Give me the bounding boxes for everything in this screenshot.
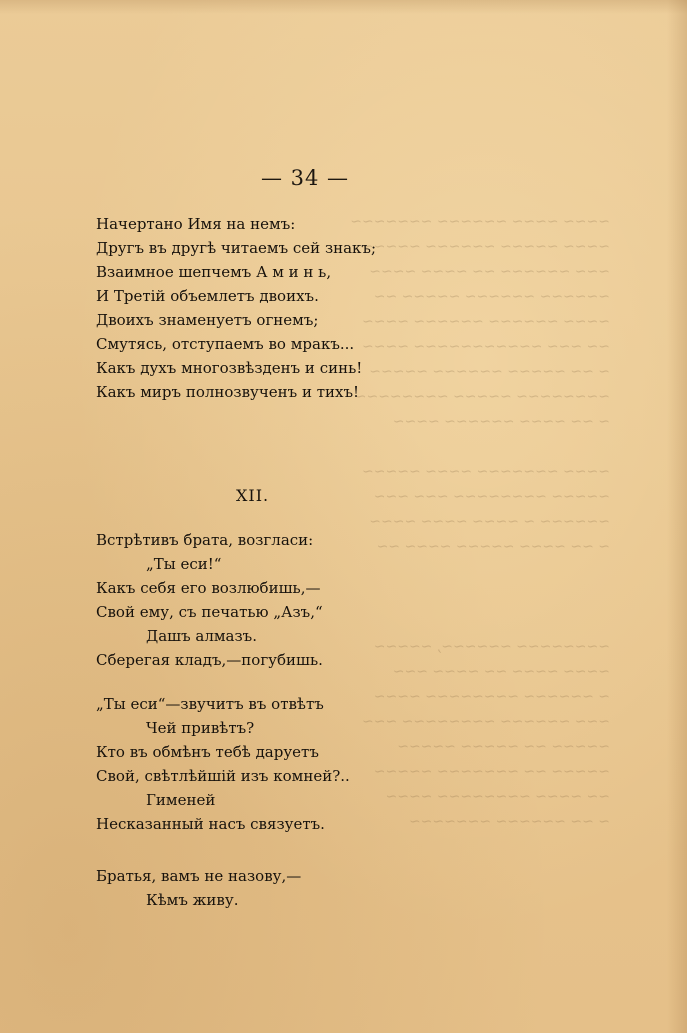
verse-line: Встрѣтивъ брата, возгласи: <box>96 531 314 549</box>
stanza-3 <box>96 692 396 836</box>
section-numeral: XII. <box>236 486 270 505</box>
verse-line: Какъ духъ многозвѣзденъ и синь! <box>96 359 363 377</box>
stanza-2 <box>96 528 396 672</box>
bleed-through-texture: ~~~~ ~~~~ ~~~~~~ ~~~~~~~ ~~~~ ~~~~~ ~~~~~~ ~~~~~ ~~~ ~~~~~~ ~~ ~~~~ ~~~~ ~~~~~~ ~~~~~~ ~~~~~ ~~ ~~~~ ~~~~~~ ~~~~~~ ~~~~ ~~ ~~~ ~~~~~~~~~~~ ~~~~ ~ ~~ ~~~~~ ~~~~~~ ~~~~~ ~~~~~~~~ ~~~~~ ~~~~~~~~ ~ ~~ ~~~~ ~~~~~~ ~~~~ ~~~~ ~~~~~~~ ~~~~ ~~~~~ ~~~~~ ~~~~~~~~ ~~~ ~~~ ~~~~~~ ~ ~~~~ ~~~~ ~~~~ ~ ~~ ~~~~ ~~~~~ ~~~~ ~~ ~~~~~~~~ ~~~~~~, ~~~~~ ~~~~ ~~~~ ~~ ~~~~ ~~~ ~ ~~~~~~ ~~~~~~~~ ~~~~ ~~~ ~~~~~~ ~~~~~~~~ ~~~ ~~~~~ ~~ ~~~~~ ~~~~~ ~~~~~ ~~ ~~~~~~~ ~~~~~ ~~ ~~~~ ~~~~~~~~ ~~~~ ~ ~~ ~~~~~~ ~~~~~~~ <box>350 214 610 830</box>
verse-line-indented: Гименей <box>146 791 216 809</box>
verse-line: Какъ себя его возлюбишь,— <box>96 579 321 597</box>
paper-edge-shadow-right <box>667 0 687 1033</box>
verse-line-indented: Кѣмъ живу. <box>146 891 239 909</box>
stanza-4 <box>96 864 396 912</box>
verse-line: Несказанный насъ связуетъ. <box>96 815 325 833</box>
stanza-1 <box>96 212 396 404</box>
verse-line: Кто въ обмѣнъ тебѣ даруетъ <box>96 743 319 761</box>
verse-line-indented: „Ты еси!“ <box>146 555 222 573</box>
verse-line: Начертано Имя на немъ: <box>96 215 296 233</box>
verse-line: Другъ въ другѣ читаемъ сей знакъ; <box>96 239 377 257</box>
verse-line: Двоихъ знаменуетъ огнемъ; <box>96 311 319 329</box>
verse-line: Взаимное шепчемъ А м и н ь, <box>96 263 332 281</box>
verse-line: „Ты еси“—звучитъ въ отвѣтъ <box>96 695 324 713</box>
paper-edge-shadow-top <box>0 0 687 14</box>
verse-line-indented: Чей привѣтъ? <box>146 719 255 737</box>
verse-line: Свой ему, съ печатью „Азъ,“ <box>96 603 323 621</box>
verse-line: Свой, свѣтлѣйшій изъ комней?.. <box>96 767 350 785</box>
page-number: — 34 — <box>260 166 350 190</box>
verse-line: Какъ миръ полнозвученъ и тихъ! <box>96 383 360 401</box>
verse-line-indented: Дашъ алмазъ. <box>146 627 257 645</box>
verse-line: И Третій объемлетъ двоихъ. <box>96 287 319 305</box>
verse-line: Братья, вамъ не назову,— <box>96 867 302 885</box>
verse-line: Сберегая кладъ,—погубишь. <box>96 651 323 669</box>
verse-line: Смутясь, отступаемъ во мракъ... <box>96 335 355 353</box>
